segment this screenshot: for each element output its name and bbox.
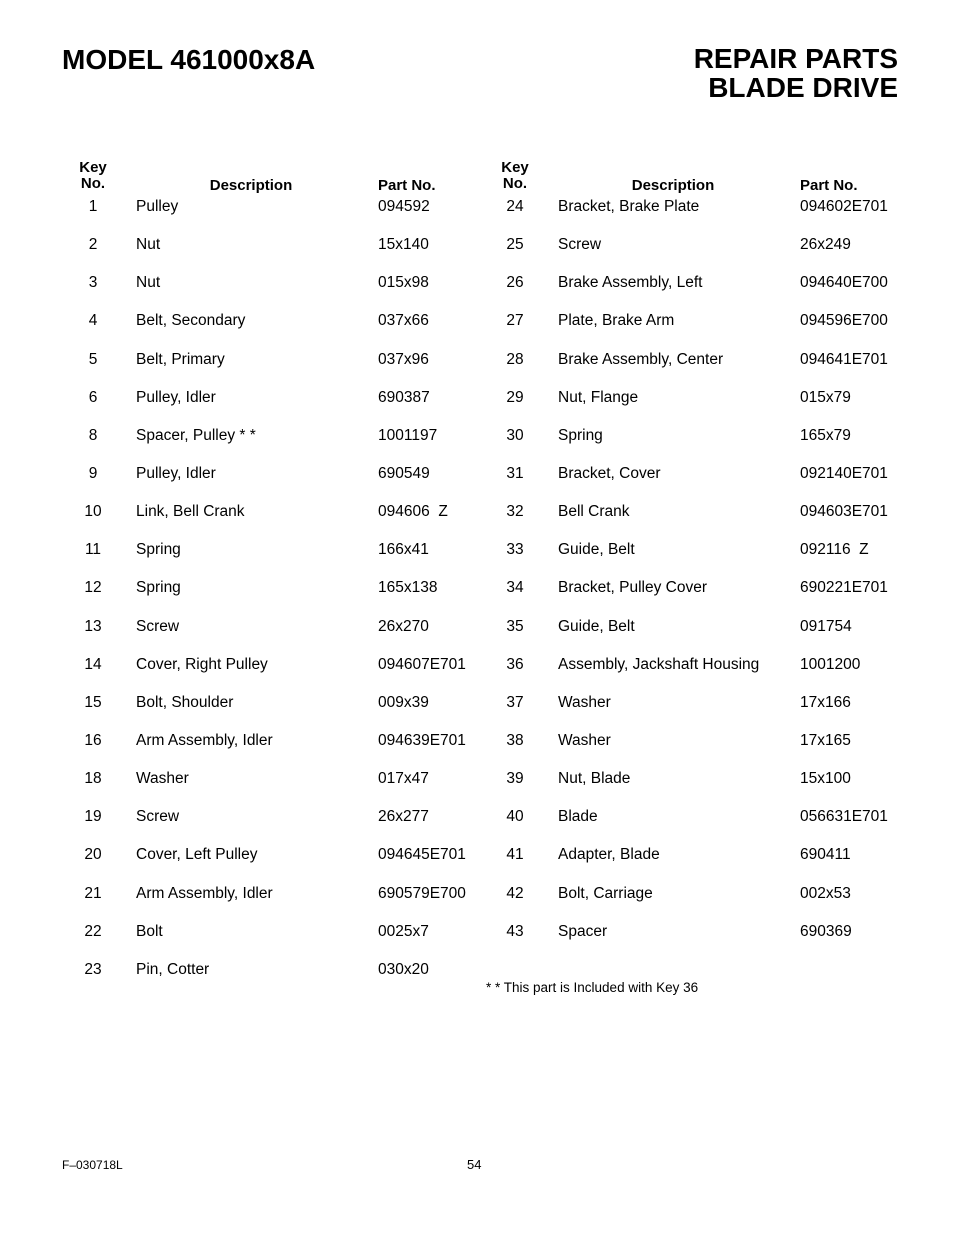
table-row — [62, 770, 482, 808]
description-header: Description — [631, 177, 715, 194]
table-row — [62, 427, 482, 465]
table-row — [62, 541, 482, 579]
part-no-cell: 094645E701 — [378, 846, 466, 864]
table-row — [62, 465, 482, 503]
key-no-cell: 43 — [506, 922, 524, 940]
part-no-cell: 165x79 — [800, 426, 851, 444]
section-title-line1: REPAIR PARTS — [693, 43, 898, 74]
table-row — [62, 618, 482, 656]
table-row — [484, 579, 904, 617]
part-no-cell: 092116 Z — [800, 541, 869, 559]
footnote: * * This part is Included with Key 36 — [486, 980, 699, 995]
part-no-cell: 037x66 — [378, 312, 429, 330]
description-cell: Nut — [136, 274, 161, 292]
key-no-cell: 21 — [84, 884, 102, 902]
description-cell: Bolt, Shoulder — [136, 693, 234, 711]
table-row — [62, 808, 482, 846]
part-no-cell: 166x41 — [378, 541, 429, 559]
description-cell: Belt, Primary — [136, 350, 225, 368]
part-no-cell: 17x166 — [800, 693, 851, 711]
part-no-header: Part No. — [378, 177, 436, 194]
part-no-cell: 015x79 — [800, 388, 851, 406]
key-no-cell: 25 — [506, 236, 524, 254]
description-cell: Washer — [558, 731, 611, 749]
description-cell: Plate, Brake Arm — [558, 312, 675, 330]
description-cell: Spring — [136, 579, 181, 597]
key-no-cell: 32 — [506, 503, 524, 521]
key-no-cell: 8 — [88, 426, 98, 444]
part-no-cell: 092140E701 — [800, 464, 888, 482]
parts-list-left — [62, 198, 482, 999]
key-no-cell: 18 — [84, 770, 102, 788]
table-row — [484, 732, 904, 770]
description-cell: Screw — [136, 617, 180, 635]
description-cell: Pulley, Idler — [136, 388, 216, 406]
description-cell: Brake Assembly, Left — [558, 274, 703, 292]
table-row — [62, 351, 482, 389]
table-row — [484, 389, 904, 427]
table-row — [62, 885, 482, 923]
key-no-cell: 1 — [88, 198, 98, 215]
description-cell: Washer — [136, 770, 189, 788]
key-no-cell: 11 — [84, 541, 102, 559]
key-no-cell: 38 — [506, 731, 524, 749]
table-header — [484, 160, 904, 198]
table-row — [484, 923, 904, 961]
description-cell: Bolt, Carriage — [558, 884, 653, 902]
part-no-cell: 1001197 — [378, 426, 438, 444]
table-row — [484, 656, 904, 694]
part-no-cell: 017x47 — [378, 770, 429, 788]
table-row — [484, 312, 904, 350]
key-no-cell: 37 — [506, 693, 524, 711]
table-row — [484, 808, 904, 846]
table-row — [484, 198, 904, 236]
key-no-cell: 9 — [88, 464, 98, 482]
key-no-cell: 13 — [84, 617, 102, 635]
table-row — [62, 694, 482, 732]
description-cell: Nut — [136, 236, 161, 254]
table-row — [62, 312, 482, 350]
description-cell: Screw — [558, 236, 602, 254]
description-cell: Washer — [558, 693, 611, 711]
part-no-cell: 1001200 — [800, 655, 861, 673]
section-title — [694, 44, 898, 102]
part-no-cell: 056631E701 — [800, 808, 888, 826]
part-no-cell: 091754 — [800, 617, 852, 635]
part-no-cell: 690579E700 — [378, 884, 466, 902]
table-row — [62, 732, 482, 770]
description-cell: Link, Bell Crank — [136, 503, 245, 521]
description-cell: Arm Assembly, Idler — [136, 884, 273, 902]
table-row — [484, 427, 904, 465]
table-row — [62, 579, 482, 617]
table-row — [62, 503, 482, 541]
key-no-cell: 4 — [88, 312, 98, 330]
part-no-cell: 690387 — [378, 388, 430, 406]
description-cell: Blade — [558, 808, 598, 826]
part-no-cell: 26x249 — [800, 236, 851, 254]
key-no-cell: 22 — [84, 922, 102, 940]
key-no-cell: 31 — [506, 464, 524, 482]
key-no-cell: 33 — [506, 541, 524, 559]
part-no-cell: 15x100 — [800, 770, 851, 788]
description-cell: Cover, Left Pulley — [136, 846, 258, 864]
key-no-cell: 26 — [506, 274, 524, 292]
key-no-cell: 23 — [84, 960, 102, 978]
table-row — [484, 236, 904, 274]
table-row — [62, 846, 482, 884]
key-no-cell: 28 — [506, 350, 524, 368]
description-cell: Spacer — [558, 922, 608, 940]
description-cell: Assembly, Jackshaft Housing — [558, 655, 760, 673]
description-cell: Nut, Blade — [558, 770, 631, 788]
part-no-cell: 0025x7 — [378, 922, 429, 940]
description-cell: Nut, Flange — [558, 388, 639, 406]
description-cell: Adapter, Blade — [558, 846, 660, 864]
table-row — [484, 465, 904, 503]
description-cell: Bracket, Cover — [558, 464, 661, 482]
key-no-cell: 29 — [506, 388, 524, 406]
table-row — [62, 656, 482, 694]
table-row — [484, 694, 904, 732]
parts-list-right — [484, 198, 904, 961]
model-title: MODEL 461000x8A — [62, 44, 316, 75]
description-cell: Brake Assembly, Center — [558, 350, 724, 368]
description-cell: Guide, Belt — [558, 617, 635, 635]
form-number: F–030718L — [62, 1158, 123, 1172]
description-cell: Pulley — [136, 198, 179, 215]
parts-table-left — [62, 160, 482, 999]
part-no-cell: 037x96 — [378, 350, 429, 368]
part-no-cell: 094639E701 — [378, 731, 466, 749]
part-no-cell: 17x165 — [800, 731, 851, 749]
table-row — [484, 618, 904, 656]
description-cell: Guide, Belt — [558, 541, 635, 559]
key-no-cell: 10 — [84, 503, 102, 521]
table-row — [484, 351, 904, 389]
key-no-cell: 3 — [88, 274, 98, 292]
key-no-cell: 27 — [506, 312, 524, 330]
part-no-cell: 094641E701 — [800, 350, 888, 368]
key-no-cell: 24 — [506, 198, 524, 215]
key-no-cell: 5 — [88, 350, 98, 368]
key-no-cell: 14 — [84, 655, 102, 673]
description-cell: Arm Assembly, Idler — [136, 731, 273, 749]
table-row — [484, 770, 904, 808]
description-cell: Pin, Cotter — [136, 960, 210, 978]
table-row — [62, 236, 482, 274]
part-no-cell: 094603E701 — [800, 503, 888, 521]
description-cell: Bolt — [136, 922, 163, 940]
key-no-header: Key No. — [79, 159, 107, 192]
key-no-cell: 34 — [506, 579, 524, 597]
key-no-cell: 15 — [84, 693, 102, 711]
part-no-cell: 094602E701 — [800, 198, 888, 215]
table-row — [62, 961, 482, 999]
parts-table-right — [484, 160, 904, 961]
part-no-cell: 094640E700 — [800, 274, 888, 292]
section-title-line2: BLADE DRIVE — [708, 72, 898, 103]
part-no-cell: 15x140 — [378, 236, 429, 254]
key-no-cell: 6 — [88, 388, 98, 406]
description-cell: Bracket, Brake Plate — [558, 198, 700, 215]
part-no-cell: 094596E700 — [800, 312, 888, 330]
description-cell: Bell Crank — [558, 503, 630, 521]
part-no-cell: 002x53 — [800, 884, 851, 902]
description-cell: Spacer, Pulley * * — [136, 426, 256, 444]
page-number: 54 — [467, 1157, 482, 1172]
part-no-cell: 690221E701 — [800, 579, 888, 597]
key-no-header: Key No. — [501, 159, 529, 192]
key-no-cell: 19 — [84, 808, 102, 826]
table-header — [62, 160, 482, 198]
part-no-cell: 094592 — [378, 198, 430, 215]
key-no-cell: 40 — [506, 808, 524, 826]
part-no-cell: 690549 — [378, 464, 430, 482]
key-no-cell: 30 — [506, 426, 524, 444]
table-row — [62, 274, 482, 312]
key-no-cell: 41 — [506, 846, 524, 864]
key-no-cell: 20 — [84, 846, 102, 864]
key-no-cell: 12 — [84, 579, 102, 597]
description-cell: Spring — [558, 426, 603, 444]
key-no-cell: 2 — [88, 236, 98, 254]
table-row — [484, 541, 904, 579]
key-no-cell: 42 — [506, 884, 524, 902]
part-no-cell: 165x138 — [378, 579, 438, 597]
key-no-cell: 36 — [506, 655, 524, 673]
table-row — [62, 389, 482, 427]
key-no-cell: 39 — [506, 770, 524, 788]
description-cell: Cover, Right Pulley — [136, 655, 268, 673]
description-cell: Pulley, Idler — [136, 464, 216, 482]
description-cell: Spring — [136, 541, 181, 559]
part-no-cell: 26x270 — [378, 617, 429, 635]
table-row — [62, 198, 482, 236]
part-no-cell: 690411 — [800, 846, 851, 864]
part-no-cell: 094607E701 — [378, 655, 466, 673]
part-no-cell: 030x20 — [378, 960, 429, 978]
part-no-cell: 26x277 — [378, 808, 429, 826]
part-no-header: Part No. — [800, 177, 858, 194]
part-no-cell: 015x98 — [378, 274, 429, 292]
description-header: Description — [209, 177, 293, 194]
table-row — [62, 923, 482, 961]
part-no-cell: 690369 — [800, 922, 852, 940]
part-no-cell: 094606 Z — [378, 503, 448, 521]
key-no-cell: 16 — [84, 731, 102, 749]
description-cell: Screw — [136, 808, 180, 826]
table-row — [484, 885, 904, 923]
table-row — [484, 846, 904, 884]
description-cell: Belt, Secondary — [136, 312, 246, 330]
key-no-cell: 35 — [506, 617, 524, 635]
table-row — [484, 503, 904, 541]
part-no-cell: 009x39 — [378, 693, 429, 711]
table-row — [484, 274, 904, 312]
description-cell: Bracket, Pulley Cover — [558, 579, 708, 597]
